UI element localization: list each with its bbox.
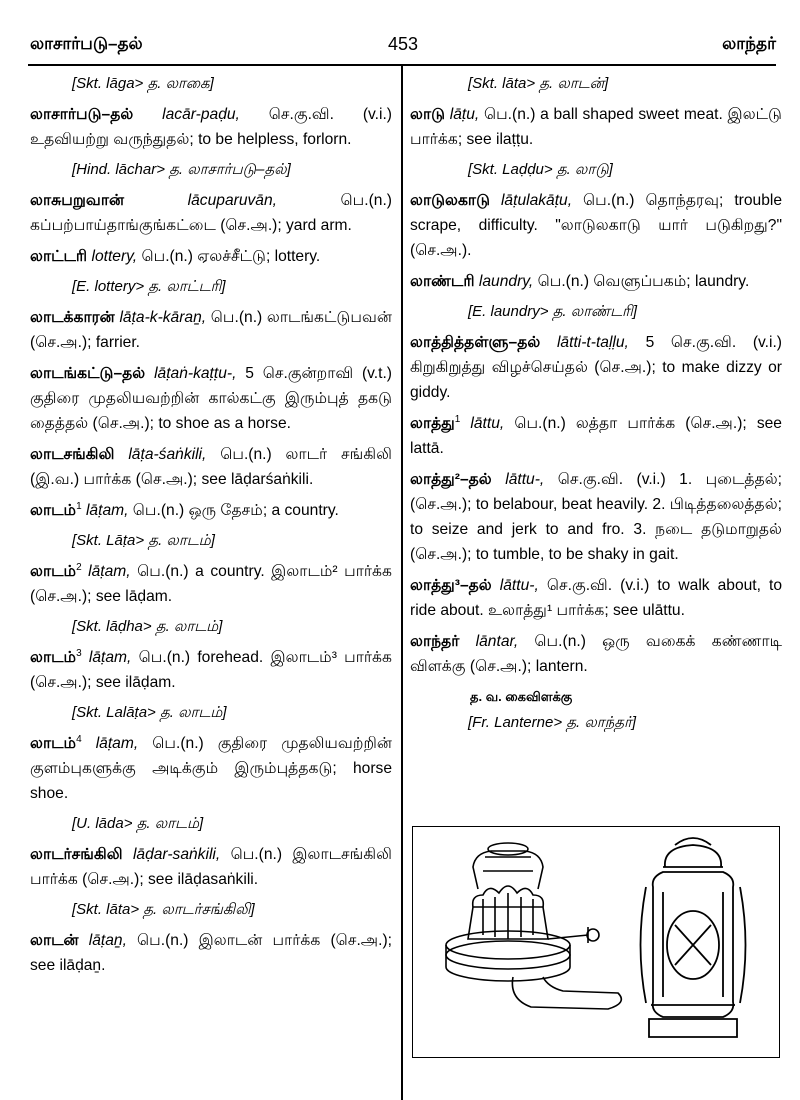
headword: லாடசங்கிலி	[30, 446, 115, 463]
transliteration: lātti-t-taḷḷu,	[556, 334, 629, 351]
transliteration: lāntar,	[475, 633, 519, 650]
hurricane-lantern-icon	[641, 838, 746, 1037]
dictionary-entry	[410, 467, 782, 567]
transliteration: lāṭa-śaṅkili,	[128, 446, 207, 463]
definition: பெ.(n.) ஏலச்சீட்டு; lottery.	[141, 248, 321, 265]
transliteration: lāṭulakāṭu,	[500, 192, 573, 209]
headword: லாடம்	[30, 649, 77, 666]
definition: பெ.(n.) forehead. இலாடம்³ பார்க்க (செ.அ.); see ilāḍam.	[30, 649, 392, 691]
homonym-number: 2	[76, 561, 82, 573]
dictionary-entry	[30, 361, 392, 436]
headword: லாடம்	[30, 735, 77, 752]
homonym-number: 1	[454, 413, 461, 425]
transliteration: lāṭam,	[95, 735, 139, 752]
headword: லாட்டரி	[30, 248, 88, 265]
page-header	[30, 34, 776, 58]
headword: லாத்து	[410, 415, 455, 432]
dictionary-entry	[30, 928, 392, 978]
right-column	[410, 72, 782, 741]
etymology-note: [Skt. Lalāṭa> த. லாடம்]	[72, 704, 227, 721]
dictionary-entry	[30, 645, 392, 695]
dictionary-entry	[410, 269, 782, 294]
dictionary-entry	[410, 573, 782, 623]
definition: பெ.(n.) இலாடன் பார்க்க (செ.அ.); see ilāḍaṉ.	[30, 932, 392, 974]
transliteration: lāṭu,	[449, 106, 480, 123]
headword: லாத்தித்தள்ளு–தல்	[410, 334, 541, 351]
dictionary-entry	[30, 188, 392, 238]
definition: பெ.(n.) ஒரு தேசம்; a country.	[132, 502, 339, 519]
headword: லாந்தர்	[410, 633, 460, 650]
definition: பெ.(n.) இலாடசங்கிலி பார்க்க (செ.அ.); see ilāḍasaṅkili.	[30, 846, 392, 888]
headword: லாண்டரி	[410, 273, 475, 290]
dictionary-entry	[30, 102, 392, 152]
definition: பெ.(n.) a country. இலாடம்² பார்க்க (செ.அ.); see lāḍam.	[30, 563, 392, 605]
etymology-note: [Skt. Laḍḍu> த. லாடு]	[468, 161, 613, 178]
headword: லாசுபறுவான்	[30, 192, 125, 209]
dictionary-entry	[410, 629, 782, 679]
etymology-note: [E. laundry> த. லாண்டரி]	[468, 303, 638, 320]
definition: பெ.(n.) லாடர் சங்கிலி (இ.வ.) பார்க்க (செ.அ.); see lāḍarśaṅkili.	[30, 446, 393, 488]
definition: பெ.(n.) தொந்தரவு; trouble scrape, difficulty. "லாடுலகாடு யார் படுகிறது?" (செ.அ.).	[410, 192, 782, 259]
transliteration: lāṭa-k-kāraṉ,	[119, 309, 207, 326]
headword: லாடம்	[30, 502, 77, 519]
definition: பெ.(n.) லாடங்கட்டுபவன் (செ.அ.); farrier.	[30, 309, 392, 351]
homonym-number: 4	[76, 733, 82, 745]
definition: பெ.(n.) ஒரு வகைக் கண்ணாடி விளக்கு (செ.அ.); lantern.	[410, 633, 783, 675]
transliteration: lāttu-,	[499, 577, 539, 594]
transliteration: lāṭaṉ,	[88, 932, 127, 949]
dictionary-entry	[30, 731, 392, 806]
dictionary-entry	[410, 102, 782, 152]
transliteration: lāḍar-saṅkili,	[132, 846, 221, 863]
definition: செ.கு.வி. (v.i.) உதவியற்று வருந்துதல்; to be helpless, forlorn.	[30, 106, 392, 148]
dictionary-entry	[30, 842, 392, 892]
definition: செ.கு.வி. (v.i.) 1. புடைத்தல்; (செ.அ.); to belabour, beat heavily. 2. பிடித்தலைத்தல்; to seize and jerk to and fro. 3. நடை தடுமாறுதல் (செ.அ.); to tumble, to be shaky in gait.	[410, 471, 783, 563]
dictionary-entry	[410, 188, 782, 263]
headword: லாத்து³–தல்	[410, 577, 492, 594]
transliteration: lottery,	[91, 248, 138, 265]
headword: லாடுலகாடு	[410, 192, 490, 209]
headword: லாத்து²–தல்	[410, 471, 492, 488]
etymology-note: [Fr. Lanterne> த. லாந்தர்]	[468, 714, 637, 731]
definition: செ.கு.வி. (v.i.) to walk about, to ride about. உலாத்து¹ பார்க்க; see ulāttu.	[410, 577, 783, 619]
headword: லாடர்சங்கிலி	[30, 846, 123, 863]
dictionary-entry	[30, 244, 392, 269]
dictionary-entry	[30, 305, 392, 355]
right-running-headword: லாந்தர்	[722, 34, 776, 53]
transliteration: lacār-paḍu,	[162, 106, 240, 123]
headword: லாடு	[410, 106, 446, 123]
headword: லாடங்கட்டு–தல்	[30, 365, 146, 382]
left-column	[30, 72, 392, 984]
etymology-note: [Skt. lāta> த. லாடர்சங்கிலி]	[72, 901, 255, 918]
column-divider	[401, 66, 403, 1100]
etymology-note: [Skt. lāta> த. லாடன்]	[468, 75, 609, 92]
dictionary-entry	[30, 498, 392, 523]
tamil-equivalent-note: த. வ. கைவிளக்கு	[470, 689, 573, 704]
etymology-note: [Skt. lāḍha> த. லாடம்]	[72, 618, 223, 635]
transliteration: lāṭam,	[88, 649, 132, 666]
etymology-note: [U. lāda> த. லாடம்]	[72, 815, 204, 832]
etymology-note: [E. lottery> த. லாட்டரி]	[72, 278, 226, 295]
headword: லாடக்காரன்	[30, 309, 115, 326]
headword: லாடம்	[30, 563, 77, 580]
dictionary-entry	[410, 411, 782, 461]
lantern-illustration	[412, 826, 780, 1058]
transliteration: lāṭaṅ-kaṭṭu-,	[154, 365, 237, 382]
page-number: 453	[387, 34, 419, 54]
definition: பெ.(n.) a ball shaped sweet meat. இலட்டு பார்க்க; see ilaṭṭu.	[410, 106, 782, 148]
headword: லாடன்	[30, 932, 79, 949]
headword: லாசார்படு–தல்	[30, 106, 134, 123]
definition: 5 செ.கு.வி. (v.i.) கிறுகிறுத்து விழச்செய்தல் (செ.அ.); to make dizzy or giddy.	[410, 334, 782, 401]
definition: பெ.(n.) குதிரை முதலியவற்றின் குளம்புகளுக்கு அடிக்கும் இரும்புத்தகடு; horse shoe.	[30, 735, 392, 802]
definition: பெ.(n.) லத்தா பார்க்க (செ.அ.); see lattā.	[410, 415, 782, 457]
oil-lamp-icon	[446, 843, 621, 1009]
homonym-number: 3	[76, 647, 82, 659]
lantern-drawing	[413, 827, 779, 1057]
definition: பெ.(n.) கப்பற்பாய்தாங்குங்கட்டை (செ.அ.); yard arm.	[30, 192, 392, 234]
left-running-headword: லாசார்படு–தல்	[30, 34, 143, 53]
transliteration: lāttu,	[470, 415, 505, 432]
etymology-note: [Hind. lāchar> த. லாசார்படு–தல்]	[72, 161, 291, 178]
dictionary-entry	[30, 442, 392, 492]
transliteration: laundry,	[478, 273, 534, 290]
transliteration: lāṭam,	[88, 563, 131, 580]
dictionary-entry	[410, 330, 782, 405]
transliteration: lācuparuvān,	[187, 192, 277, 209]
definition: 5 செ.குன்றாவி (v.t.) குதிரை முதலியவற்றின் கால்கட்கு இரும்புத் தகடு தைத்தல் (செ.அ.); to shoe as a horse.	[30, 365, 393, 432]
etymology-note: [Skt. Lāṭa> த. லாடம்]	[72, 532, 215, 549]
dictionary-entry	[30, 559, 392, 609]
homonym-number: 1	[76, 500, 82, 512]
definition: பெ.(n.) வெளுப்பகம்; laundry.	[537, 273, 750, 290]
transliteration: lāṭam,	[85, 502, 129, 519]
transliteration: lāttu-,	[505, 471, 545, 488]
etymology-note: [Skt. lāga> த. லாகை]	[72, 75, 214, 92]
